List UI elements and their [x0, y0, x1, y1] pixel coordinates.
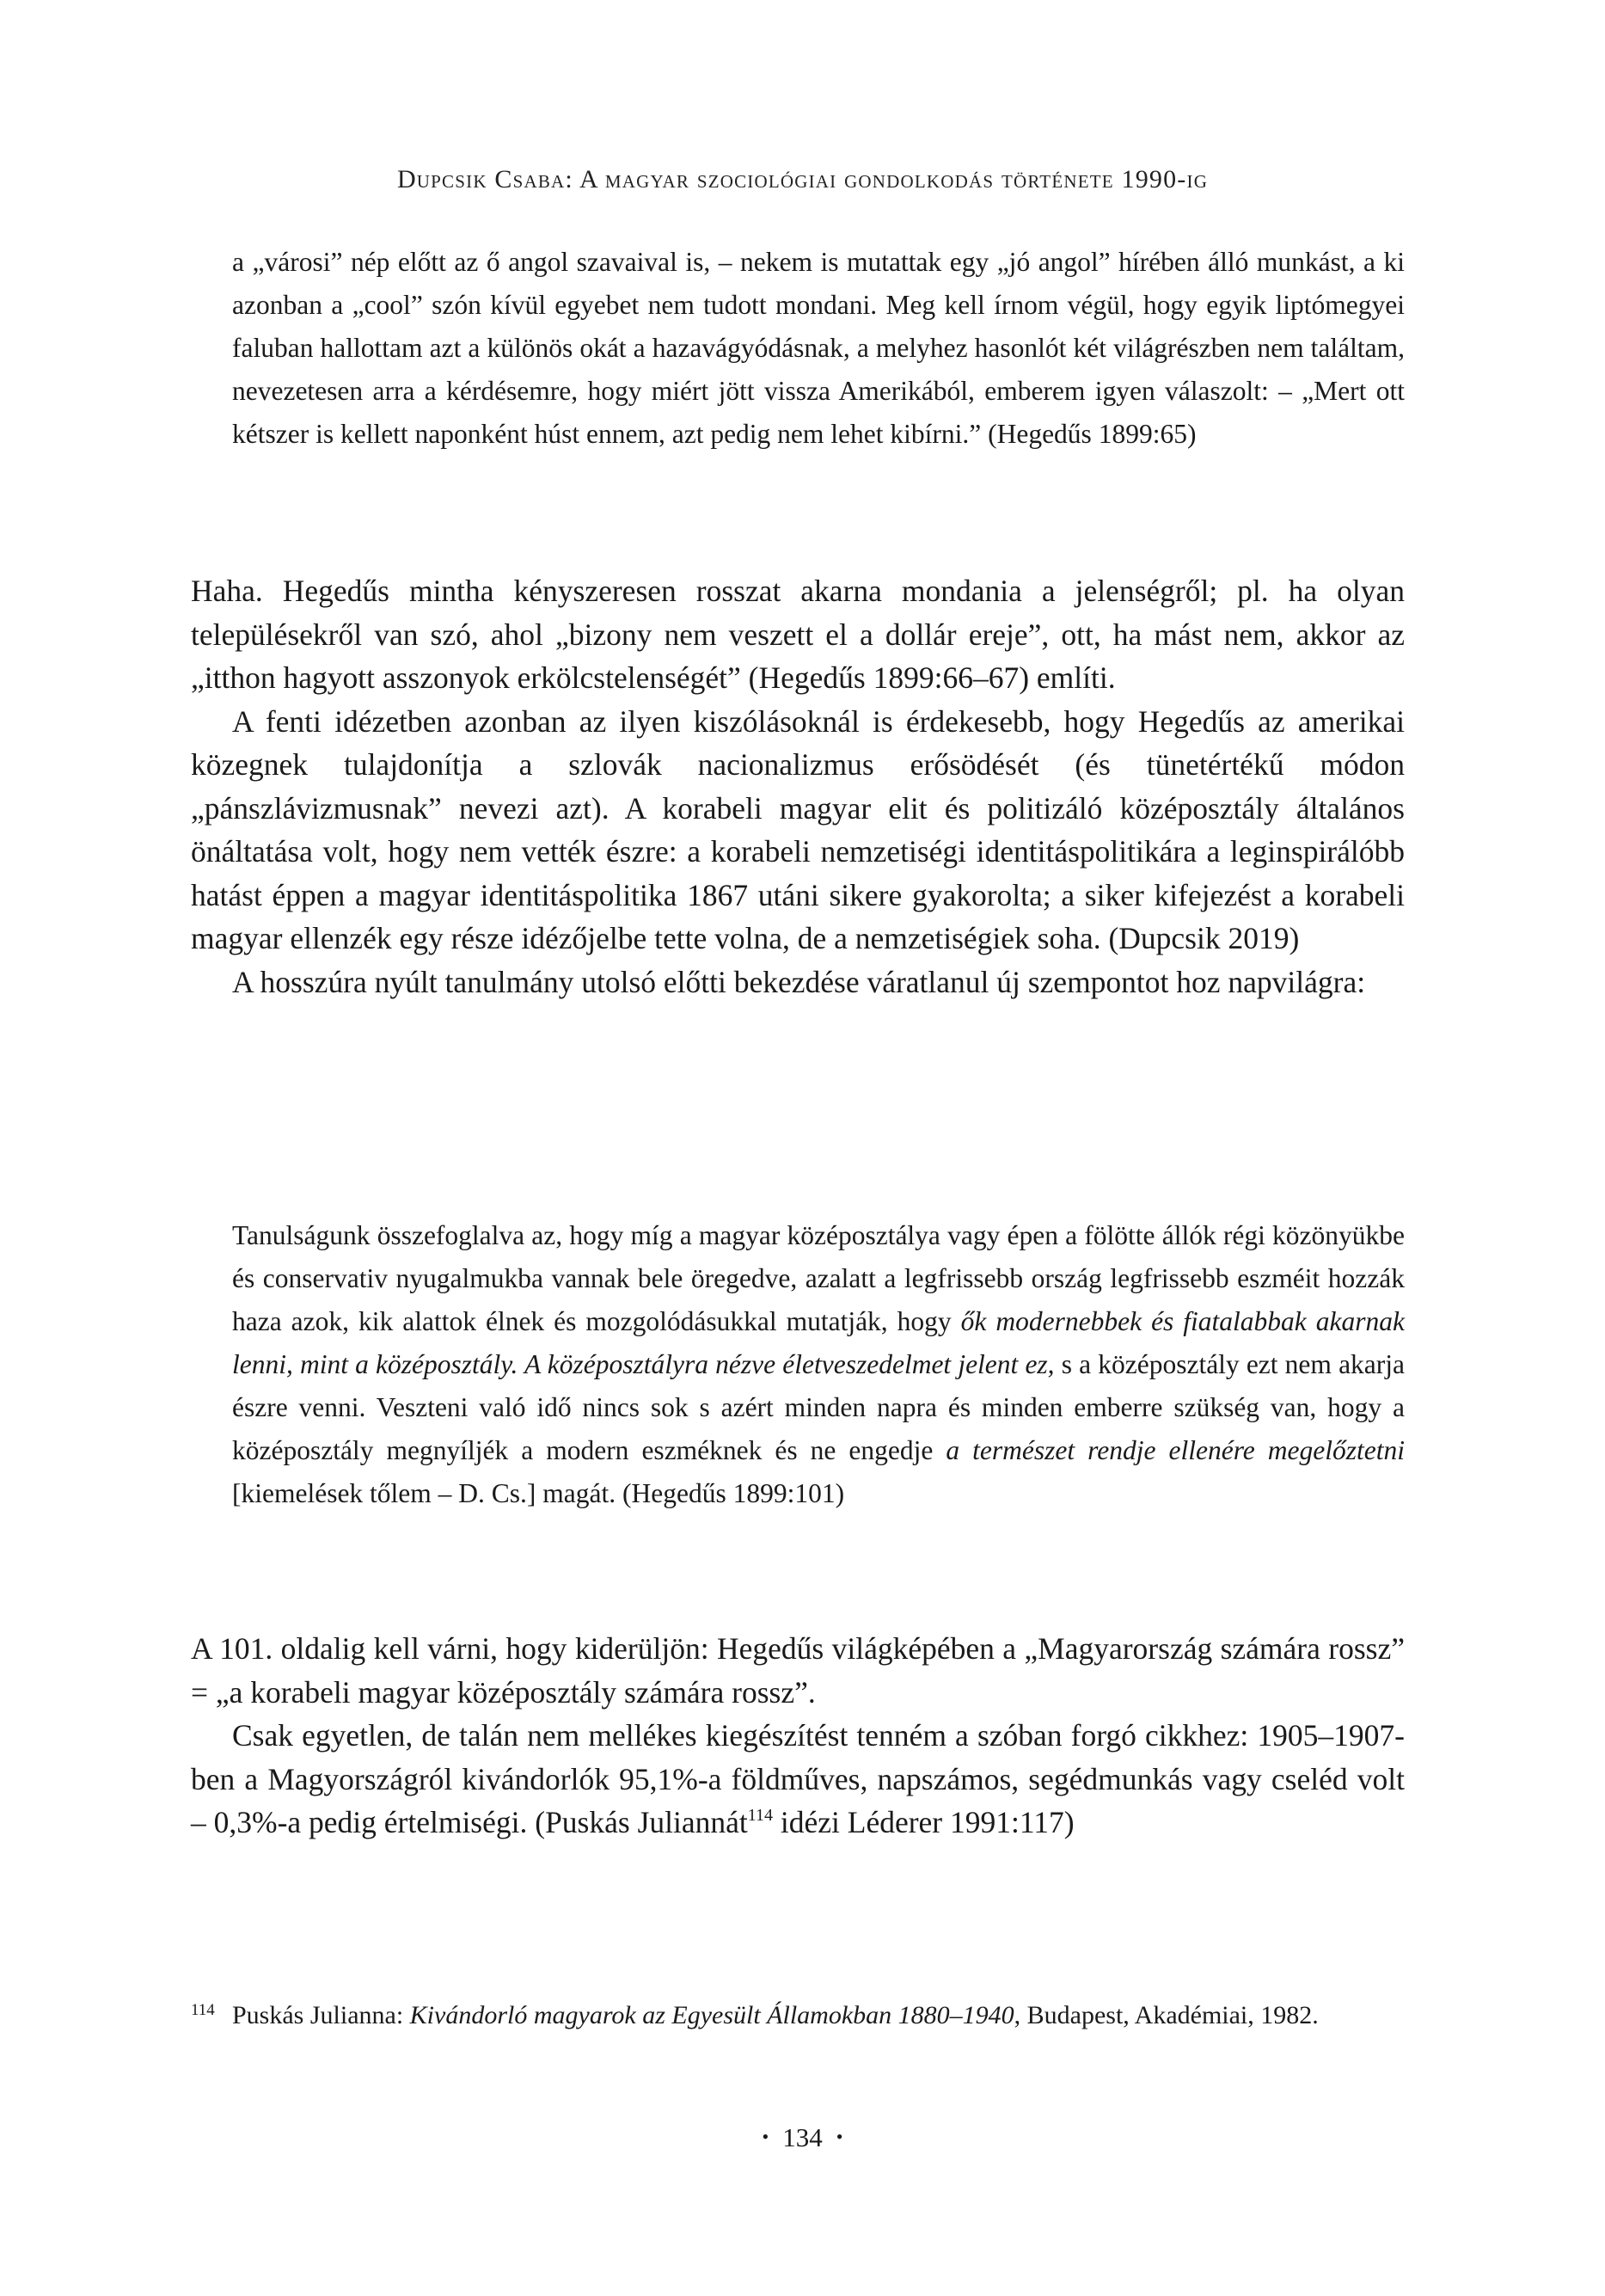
- body-section-2: [191, 1627, 1405, 1845]
- footnote-number: 114: [191, 2001, 215, 2019]
- quote-paragraph: [232, 1214, 1405, 1515]
- quote-emphasis: ők modernebbek és fiatalabbak akarnak lenni, mint a középosztály. A középosztályra nézve életveszedelmet jelent ez,: [232, 1306, 1405, 1379]
- body-paragraph: [191, 1714, 1405, 1845]
- body-text-span: Csak egyetlen, de talán nem mellékes kiegészítést tenném a szóban forgó cikkhez: 1905–1907-ben a Magyországról kivándorlók 95,1%-a földműves, napszámos, segédmunkás vagy cseléd volt – 0,3%-a pedig értelmiségi. (Puskás Juliannát: [191, 1718, 1405, 1839]
- quote-text: s a középosztály ezt nem akarja észre venni. Veszteni való idő nincs sok s azért minden napra és minden emberre szükség van, hogy a középosztály megnyíljék a modern eszméknek és ne engedje: [232, 1349, 1406, 1465]
- block-quote-1: [232, 241, 1405, 456]
- body-paragraph: A fenti idézetben azonban az ilyen kiszólásoknál is érdekesebb, hogy Hegedűs az amerikai közegnek tulajdonítja a szlovák nacionalizmus erősödését (és tünetértékű módon „pánszlávizmusnak” nevezi azt). A korabeli magyar elit és politizáló középosztály általános önáltatása volt, hogy nem vették észre: a korabeli nemzetiségi identitáspolitikára a leginspirálóbb hatást éppen a magyar identitáspolitika 1867 utáni sikere gyakorolta; a siker kifejezést a korabeli magyar ellenzék egy része idézőjelbe tette volna, de a nemzetiségiek soha. (Dupcsik 2019): [191, 703, 1405, 955]
- body-section-1: [191, 569, 1405, 1004]
- body-paragraph: A 101. oldalig kell várni, hogy kiderüljön: Hegedűs világképében a „Magyarország számára rossz” = „a korabeli magyar középosztály számára rossz”.: [191, 1631, 1405, 1710]
- quote-emphasis: a természet rendje ellenére megelőztetni: [946, 1435, 1405, 1465]
- footnote-title: Kivándorló magyarok az Egyesült Államokban 1880–1940: [409, 2001, 1014, 2029]
- quote-paragraph: a „városi” nép előtt az ő angol szavaival is, – nekem is mutattak egy „jó angol” hírében álló munkást, a ki azonban a „cool” szón kívül egyebet nem tudott mondani. Meg kell írnom végül, hogy egyik liptómegyei faluban hallottam azt a különös okát a hazavágyódásnak, a melyhez hasonlót két világrészben nem találtam, nevezetesen arra a kérdésemre, hogy miért jött vissza Amerikából, emberem igyen válaszolt: – „Mert ott kétszer is kellett naponként húst ennem, azt pedig nem lehet kibírni.” (Hegedűs 1899:65): [232, 247, 1405, 449]
- body-paragraph: A hosszúra nyúlt tanulmány utolsó előtti bekezdése váratlanul új szempontot hoz napvilágra:: [232, 964, 1366, 999]
- body-text-span: idézi Léderer 1991:117): [773, 1805, 1075, 1839]
- footnote-publication: , Budapest, Akadémiai, 1982.: [1014, 2001, 1319, 2029]
- block-quote-2: [232, 1214, 1405, 1515]
- bullet-icon: •: [762, 2126, 769, 2147]
- bullet-icon: •: [836, 2126, 843, 2147]
- quote-text: [kiemelések tőlem – D. Cs.] magát. (Hegedűs 1899:101): [232, 1478, 845, 1508]
- footnote-text: [232, 1997, 1405, 2035]
- footnote-114: [191, 1997, 1405, 2035]
- footnote-reference[interactable]: 114: [747, 1806, 774, 1825]
- page-number: 134: [782, 2122, 823, 2152]
- quote-text: Tanulságunk összefoglalva az, hogy míg a magyar középosztálya vagy épen a fölötte állók régi közönyükbe és conservativ nyugalmukba vannak bele öregedve, azalatt a legfrissebb ország legfrissebb eszméit hozzák haza azok, kik alattok élnek és mozgolódásukkal mutatják, hogy: [232, 1220, 1405, 1336]
- running-header: Dupcsik Csaba: A magyar szociológiai gondolkodás története 1990-ig: [396, 165, 1209, 193]
- footnote-author: Puskás Julianna:: [232, 2001, 410, 2029]
- page-footer: [0, 2122, 1605, 2153]
- body-paragraph: Haha. Hegedűs mintha kényszeresen rosszat akarna mondania a jelenségről; pl. ha olyan településekről van szó, ahol „bizony nem veszett el a dollár ereje”, ott, ha mást nem, akkor az „itthon hagyott asszonyok erkölcstelenségét” (Hegedűs 1899:66–67) említi.: [191, 574, 1405, 695]
